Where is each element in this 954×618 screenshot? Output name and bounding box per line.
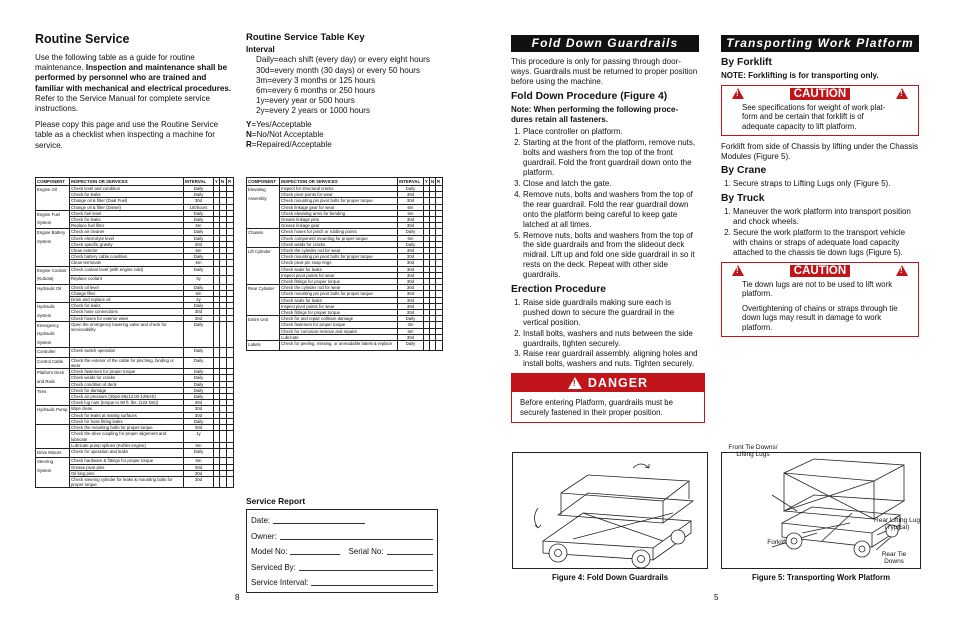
inspection-cell: Check for leaks: [70, 303, 184, 309]
interval-cell: Daily: [184, 217, 214, 223]
service-report-form: [246, 509, 438, 593]
interval-cell: 6m: [184, 458, 214, 464]
inspection-cell: Inspect pivot points for wear: [280, 303, 398, 309]
service-interval-field[interactable]: [311, 585, 433, 586]
transport-column: [721, 35, 919, 343]
inspection-cell: Drain and replace oil: [70, 297, 184, 303]
danger-word: DANGER: [587, 376, 649, 390]
interval-cell: Daily: [398, 229, 424, 235]
table-row: [36, 357, 234, 368]
interval-cell: 30d: [398, 266, 424, 272]
page-number-left: 8: [235, 593, 240, 602]
caution-word: CAUTION: [790, 88, 850, 100]
header-n: N: [220, 178, 227, 186]
warning-triangle-icon: !: [732, 265, 744, 276]
check-cell-n[interactable]: [220, 431, 227, 442]
inspection-cell: Check lug nuts (torque to 90 ft. lbs. (123 Nm)): [70, 400, 184, 406]
front-tie-downs-label: Front Tie Downs/ Lifting Lugs: [728, 444, 778, 459]
interval-cell: Daily: [184, 303, 214, 309]
warning-triangle-icon: !: [896, 88, 908, 99]
table-key-title: Routine Service Table Key: [246, 32, 365, 43]
code-item: [246, 130, 446, 140]
inspection-cell: Check the mounting bolts for proper torque: [70, 425, 184, 431]
table-header-row: [36, 178, 234, 186]
service-table-right: [246, 177, 443, 351]
inspection-cell: Check mounting pin pivot bolts for proper torque: [280, 291, 398, 297]
fold-down-column: [511, 35, 699, 372]
interval-cell: 30d: [398, 279, 424, 285]
inspection-cell: Check for leaks at mating surfaces: [70, 412, 184, 418]
inspection-cell: Check for and repair collision damage: [280, 316, 398, 322]
code-list: [246, 120, 446, 151]
interval-cell: 30d: [184, 425, 214, 431]
interval-label: Interval: [246, 45, 275, 55]
inspection-cell: Clean exterior: [70, 248, 184, 254]
figure-4-caption: Figure 4: Fold Down Guardrails: [551, 573, 669, 582]
by-crane-title: By Crane: [721, 165, 767, 177]
inspection-cell: Change oil & filter (Dual Fuel): [70, 198, 184, 204]
component-cell: Hydraulic Pump: [36, 406, 70, 425]
interval-cell: 30d: [398, 272, 424, 278]
by-forklift-title: By Forklift: [721, 57, 772, 68]
danger-header: [512, 374, 704, 392]
header-r: R: [227, 178, 234, 186]
interval-cell: 100hours: [184, 204, 214, 210]
header-interval: INTERVAL: [398, 178, 424, 186]
serviced-by-label: Serviced By:: [251, 562, 296, 572]
interval-cell: 6m: [184, 248, 214, 254]
check-cell-n[interactable]: [220, 477, 227, 488]
component-cell: Chassis: [247, 229, 280, 248]
interval-cell: Daily: [184, 254, 214, 260]
interval-cell: Daily: [184, 394, 214, 400]
interval-cell: Daily: [398, 186, 424, 192]
header-inspection: INSPECTION OR SERVICES: [70, 178, 184, 186]
fold-down-note: Note: When performing the following proce-dures retain all fasteners.: [511, 104, 679, 124]
header-n: N: [431, 178, 435, 184]
component-cell: Control Cable: [36, 357, 70, 368]
rear-lifting-lug-label: Rear Lifting Lug (Typical): [874, 517, 920, 532]
interval-cell: Daily: [184, 348, 214, 358]
fold-down-intro: This procedure is only for passing through door-ways. Guardrails must be returned to proper position before using the machine.: [511, 57, 698, 86]
interval-cell: Daily: [184, 321, 214, 348]
interval-cell: 30d: [184, 241, 214, 247]
inspection-cell: Check mounting pin pivot bolts for proper torque: [280, 198, 398, 204]
interval-cell: 6m: [398, 235, 424, 241]
interval-cell: 30d: [398, 303, 424, 309]
check-cell-n[interactable]: [220, 357, 227, 368]
check-cell-n[interactable]: [220, 321, 227, 348]
check-cell-r[interactable]: [436, 341, 443, 351]
check-cell-r[interactable]: [227, 357, 234, 368]
serial-field[interactable]: [387, 554, 433, 555]
routine-service-title: Routine Service: [35, 32, 130, 46]
interval-cell: 30d: [184, 470, 214, 476]
inspection-cell: Grease pivot pins: [70, 464, 184, 470]
header-interval: INTERVAL: [184, 178, 214, 186]
inspection-cell: Check for damage: [70, 387, 184, 393]
interval-item: Daily=each shift (every day) or every eight hours: [256, 55, 430, 65]
service-report-section: [246, 496, 438, 593]
check-cell-r[interactable]: [227, 431, 234, 442]
component-cell: Controller: [36, 348, 70, 358]
check-cell-n[interactable]: [220, 275, 227, 284]
inspection-cell: Wipe clean: [70, 406, 184, 412]
interval-cell: Daily: [184, 235, 214, 241]
component-cell: Hydraulic System: [36, 303, 70, 322]
interval-cell: 30d: [184, 464, 214, 470]
caution-text-1: See specifications for weight of work plat-form and be certain that forklift is of adequate capacity to lift platform.: [742, 102, 886, 131]
code-meaning: =Yes/Acceptable: [251, 119, 312, 129]
interval-cell: 30d: [398, 192, 424, 198]
component-cell: Platform Deck and Rails: [36, 369, 70, 388]
inspection-cell: Check air cleaner: [70, 229, 184, 235]
inspection-cell: Change filter: [70, 290, 184, 296]
step-item: 1. Place controller on platform.: [523, 127, 699, 137]
interval-item: 6m=every 6 months or 250 hours: [256, 86, 375, 96]
erection-steps: [511, 298, 699, 369]
caution-text-2a: Tie down lugs are not to be used to lift work platform.: [742, 279, 893, 299]
by-truck-title: By Truck: [721, 193, 765, 205]
check-cell-r[interactable]: [227, 321, 234, 348]
service-report-title: Service Report: [246, 496, 306, 506]
table-row: [36, 448, 234, 458]
interval-cell: 30d: [184, 400, 214, 406]
component-cell: Entire Unit: [247, 316, 280, 341]
code-item: [246, 120, 446, 130]
table-row: [36, 348, 234, 358]
inspection-cell: Replace coolant: [70, 275, 184, 284]
step-item: 2. Install bolts, washers and nuts between the side guardrails, tighten securely.: [523, 329, 699, 349]
interval-cell: 30d: [398, 334, 424, 340]
interval-cell: 6m: [184, 442, 214, 448]
interval-item: 3m=every 3 months or 125 hours: [256, 75, 375, 85]
component-cell: Rear Cylinder: [247, 285, 280, 316]
table-row: [247, 316, 443, 322]
interval-cell: Daily: [184, 229, 214, 235]
date-label: Date:: [251, 516, 271, 526]
inspection-cell: Replace fuel filter: [70, 223, 184, 229]
interval-cell: 30d: [184, 477, 214, 488]
interval-cell: Daily: [184, 381, 214, 387]
interval-cell: 30d: [398, 285, 424, 291]
inspection-cell: Check oil level: [70, 284, 184, 290]
inspection-cell: Check fittings for proper torque: [280, 279, 398, 285]
step-item: 1. Secure straps to Lifting Lugs only (Figure 5).: [733, 179, 919, 189]
inspection-cell: Lubricate pump splines (Kohler engine): [70, 442, 184, 448]
interval-item: 30d=every month (30 days) or every 50 hours: [256, 65, 420, 75]
interval-cell: 6m: [398, 328, 424, 334]
danger-warning: [511, 373, 705, 423]
step-item: 5. Remove nuts, bolts and washers from the top of the side guardrails and from the slideout deck midrail. Lift up and fold one side guardrail in so it rests on the deck. Repeat with other side guardrails.: [523, 231, 699, 281]
inspection-cell: Check the drive coupling for proper alignment and lubricate: [70, 431, 184, 442]
routine-service-copy-note: Please copy this page and use the Routine Service table as a checklist when inspecting a machine for service.: [35, 120, 219, 150]
header-r: R: [436, 178, 443, 186]
interval-cell: 6m: [184, 290, 214, 296]
code-item: [246, 140, 446, 150]
interval-cell: Daily: [184, 375, 214, 381]
interval-cell: Daily: [184, 369, 214, 375]
check-cell-n[interactable]: [220, 348, 227, 358]
table-key-section: [246, 33, 446, 150]
interval-cell: Daily: [398, 241, 424, 247]
interval-cell: 30d: [184, 309, 214, 315]
header-inspection: INSPECTION OR SERVICES: [280, 178, 398, 186]
inspection-cell: Check coolant level (with engine cold): [70, 266, 184, 275]
inspection-cell: Check hardware & fittings for proper torque: [70, 458, 184, 464]
code-letter: N: [246, 129, 252, 139]
inspection-cell: Check battery cable condition: [70, 254, 184, 260]
interval-cell: 30d: [184, 315, 214, 321]
interval-cell: 30d: [398, 254, 424, 260]
interval-cell: 30d: [398, 248, 424, 254]
interval-cell: 30d: [184, 412, 214, 418]
interval-cell: 30d: [398, 223, 424, 229]
table-row: [247, 229, 443, 235]
figure-5-caption: Figure 5: Transporting Work Platform: [751, 573, 891, 582]
caution-word: CAUTION: [790, 265, 850, 277]
inspection-cell: Check mounting pin pivot bolts for proper torque: [280, 254, 398, 260]
inspection-cell: Check for corrosion-remove and repaint: [280, 328, 398, 334]
figure-5-illustration: [721, 444, 921, 569]
inspection-cell: Check for peeling, missing, or unreadable labels & replace: [280, 341, 398, 351]
interval-cell: 1y: [184, 431, 214, 442]
interval-cell: 30d: [398, 297, 424, 303]
caution-box-1: [721, 85, 919, 136]
header-component: COMPONENT: [36, 178, 70, 186]
interval-cell: 30d: [398, 198, 424, 204]
inspection-cell: Check hoses for exterior wear: [70, 315, 184, 321]
inspection-cell: Lubricate: [280, 334, 398, 340]
component-cell: Engine Coolant (Kubota): [36, 266, 70, 284]
interval-cell: Daily: [184, 357, 214, 368]
interval-cell: 30d: [184, 406, 214, 412]
inspection-cell: Check for operation and leaks: [70, 448, 184, 458]
erection-title: Erection Procedure: [511, 284, 606, 296]
component-cell: Labels: [247, 341, 280, 351]
step-item: 1. Maneuver the work platform into transport position and chock wheels.: [733, 207, 919, 227]
interval-cell: 30d: [398, 291, 424, 297]
check-cell-n[interactable]: [220, 266, 227, 275]
inspection-cell: Check condition of deck: [70, 381, 184, 387]
header-y: Y: [215, 178, 218, 184]
routine-service-intro: Use the following table as a guide for routine maintenance. Inspection and maintenance shall be performed by personnel who are trained and familiar with mechanical and electrical procedures. Refer to the Service Manual for complete service instructions.: [35, 53, 232, 114]
inspection-cell: Check component mounting for proper torque: [280, 235, 398, 241]
step-item: 2. Starting at the front of the platform, remove nuts, bolts and washers from the top of the front guardrail. Fold the front guardrail down onto the platform.: [523, 138, 699, 178]
interval-cell: Daily: [184, 192, 214, 198]
component-cell: Engine Battery System: [36, 229, 70, 266]
interval-cell: 30d: [184, 198, 214, 204]
truck-steps: [721, 207, 919, 258]
check-cell-r[interactable]: [227, 348, 234, 358]
interval-cell: Daily: [184, 186, 214, 192]
inspection-cell: Check fittings for proper torque: [280, 310, 398, 316]
fold-down-banner: Fold Down Guardrails: [511, 35, 699, 52]
interval-cell: Daily: [184, 284, 214, 290]
inspection-cell: Check the cylinder rod for wear: [280, 285, 398, 291]
service-table-left: [35, 177, 234, 488]
inspection-cell: Check seals for leaks: [280, 266, 398, 272]
serial-label: Serial No:: [348, 547, 384, 557]
crane-steps: [721, 179, 919, 189]
interval-cell: Daily: [184, 418, 214, 424]
interval-cell: 6m: [398, 210, 424, 216]
table-row: [247, 341, 443, 351]
service-interval-label: Service Interval:: [251, 577, 309, 587]
caution-box-2: [721, 262, 919, 337]
table-row: [36, 321, 234, 348]
component-cell: Engine Oil: [36, 186, 70, 211]
component-cell: Steering System: [36, 458, 70, 488]
inspection-cell: Oil king pins: [70, 470, 184, 476]
inspection-cell: Check for leaks: [70, 217, 184, 223]
serviced-by-field[interactable]: [299, 570, 433, 571]
figure-4-illustration: [512, 452, 708, 569]
inspection-cell: Open the emergency lowering valve and check for serviceability: [70, 321, 184, 348]
inspection-cell: Check hose connections: [70, 309, 184, 315]
component-cell: Emergency Hydraulic System: [36, 321, 70, 348]
step-item: 4. Remove nuts, bolts and washers from the top of the rear guardrail. Fold the rear guardrail down onto the platform being careful to keep gate latched at all times.: [523, 190, 699, 230]
inspection-cell: Check fasteners for proper torque: [280, 322, 398, 328]
fold-down-procedure-title: Fold Down Procedure (Figure 4): [511, 90, 668, 102]
warning-triangle-icon: !: [896, 265, 908, 276]
inspection-cell: Check switch operation: [70, 348, 184, 358]
inspection-cell: Change oil & filter (Diesel): [70, 204, 184, 210]
inspection-cell: Check air pressure (30psi-26x12.00-12NHS): [70, 394, 184, 400]
component-cell: Drive Motors: [36, 448, 70, 458]
inspection-cell: Check for leaks: [70, 192, 184, 198]
interval-cell: 2y: [184, 297, 214, 303]
component-cell: Engine Fuel System: [36, 210, 70, 229]
check-cell-r[interactable]: [227, 477, 234, 488]
interval-cell: Daily: [398, 341, 424, 351]
interval-cell: Daily: [184, 387, 214, 393]
inspection-cell: Check welds for cracks: [70, 375, 184, 381]
table-header-row: [247, 178, 443, 186]
owner-field[interactable]: [280, 539, 433, 540]
component-cell: Hydraulic Oil: [36, 284, 70, 303]
check-cell-r[interactable]: [227, 448, 234, 458]
step-item: 3. Raise rear guardrail assembly. aligning holes and install bolts, washers and nuts. Tighten securely.: [523, 349, 699, 369]
scissor-lift-guardrail-drawing: [513, 453, 709, 570]
interval-cell: Daily: [184, 210, 214, 216]
inspection-cell: Check level and condition: [70, 186, 184, 192]
inspection-cell: Check the exterior of the cable for pinching, binding or wear: [70, 357, 184, 368]
step-item: 2. Secure the work platform to the transport vehicle with chains or straps of adequate load capacity attached to the chassis tie down lugs (Figure 5).: [733, 228, 919, 258]
interval-cell: Daily: [184, 266, 214, 275]
inspection-cell: Check elevating arms for bending: [280, 210, 398, 216]
code-letter: R: [246, 140, 252, 150]
inspection-cell: Check welds for cracks: [280, 241, 398, 247]
check-cell-r[interactable]: [227, 266, 234, 275]
code-letter: Y: [246, 119, 252, 129]
check-cell-n[interactable]: [220, 448, 227, 458]
table-row: [36, 266, 234, 275]
inspection-cell: Check the cylinder rod for wear: [280, 248, 398, 254]
inspection-cell: Grease linkage pins: [280, 217, 398, 223]
transport-banner: Transporting Work Platform: [721, 35, 919, 52]
code-meaning: =No/Not Acceptable: [251, 129, 324, 139]
inspection-cell: Grease linkage gear: [280, 223, 398, 229]
inspection-cell: Check fasteners for proper torque: [70, 369, 184, 375]
forklift-text: Forklift from side of Chassis by lifting under the Chassis Modules (Figure 5).: [721, 141, 918, 161]
inspection-cell: Check electrolyte level: [70, 235, 184, 241]
interval-cell: 30d: [398, 260, 424, 266]
warning-triangle-icon: !: [732, 88, 744, 99]
inspection-cell: Check linkage gear for wear: [280, 204, 398, 210]
code-meaning: =Repaired/Acceptable: [251, 140, 332, 150]
inspection-cell: Check pivot points for wear: [280, 192, 398, 198]
inspection-cell: Check seals for leaks: [280, 297, 398, 303]
step-item: 3. Close and latch the gate.: [523, 179, 699, 189]
model-label: Model No:: [251, 547, 288, 557]
interval-cell: 30d: [398, 310, 424, 316]
rear-tie-downs-label: Rear Tie Downs: [881, 551, 907, 566]
inspection-cell: Inspect pivot points for wear: [280, 272, 398, 278]
inspection-cell: Check hoses for pinch or rubbing points: [280, 229, 398, 235]
interval-cell: Daily: [398, 316, 424, 322]
interval-cell: 6m: [184, 260, 214, 266]
fold-down-steps: [511, 127, 699, 280]
page-number-right: 5: [714, 593, 719, 602]
component-cell: Tires: [36, 387, 70, 406]
inspection-cell: Inspect for structural cracks: [280, 186, 398, 192]
interval-item: 2y=every 2 years or 1000 hours: [256, 106, 371, 116]
inspection-cell: Check for hose fitting leaks: [70, 418, 184, 424]
interval-cell: 3m: [398, 322, 424, 328]
model-field[interactable]: [290, 554, 340, 555]
routine-service-section: [35, 32, 235, 157]
interval-cell: 30d: [398, 217, 424, 223]
warning-triangle-icon: !: [568, 377, 582, 389]
inspection-cell: Check steering cylinder for leaks & mounting bolts for proper torque: [70, 477, 184, 488]
interval-cell: Daily: [184, 448, 214, 458]
interval-item: 1y=every year or 500 hours: [256, 96, 355, 106]
caution-text-2b: Overtightening of chains or straps through tie down lugs may result in damage to work platform.: [742, 303, 898, 333]
interval-list: [246, 55, 446, 116]
forklift-note: NOTE: Forklifting is for transporting only.: [721, 70, 879, 80]
date-field[interactable]: [273, 523, 365, 524]
interval-cell: 6m: [398, 204, 424, 210]
header-component: COMPONENT: [247, 178, 280, 186]
inspection-cell: Clean terminals: [70, 260, 184, 266]
forklift-label: Forklift: [767, 539, 787, 546]
component-cell: Elevating Assembly: [247, 186, 280, 229]
owner-label: Owner:: [251, 531, 277, 541]
component-cell: Lift Cylinder: [247, 248, 280, 285]
danger-text: Before entering Platform, guardrails must be securely fastened in their proper position.: [520, 398, 673, 417]
interval-cell: 3y: [184, 275, 214, 284]
check-cell-r[interactable]: [227, 275, 234, 284]
component-cell: [36, 425, 70, 449]
step-item: 1. Raise side guardrails making sure each is pushed down to secure the guardrail in the vertical position.: [523, 298, 699, 328]
header-y: Y: [425, 178, 428, 184]
inspection-cell: Check fuel level: [70, 210, 184, 216]
inspection-cell: Check specific gravity: [70, 241, 184, 247]
interval-cell: 6m: [184, 223, 214, 229]
inspection-cell: Check pivot pin snap rings: [280, 260, 398, 266]
